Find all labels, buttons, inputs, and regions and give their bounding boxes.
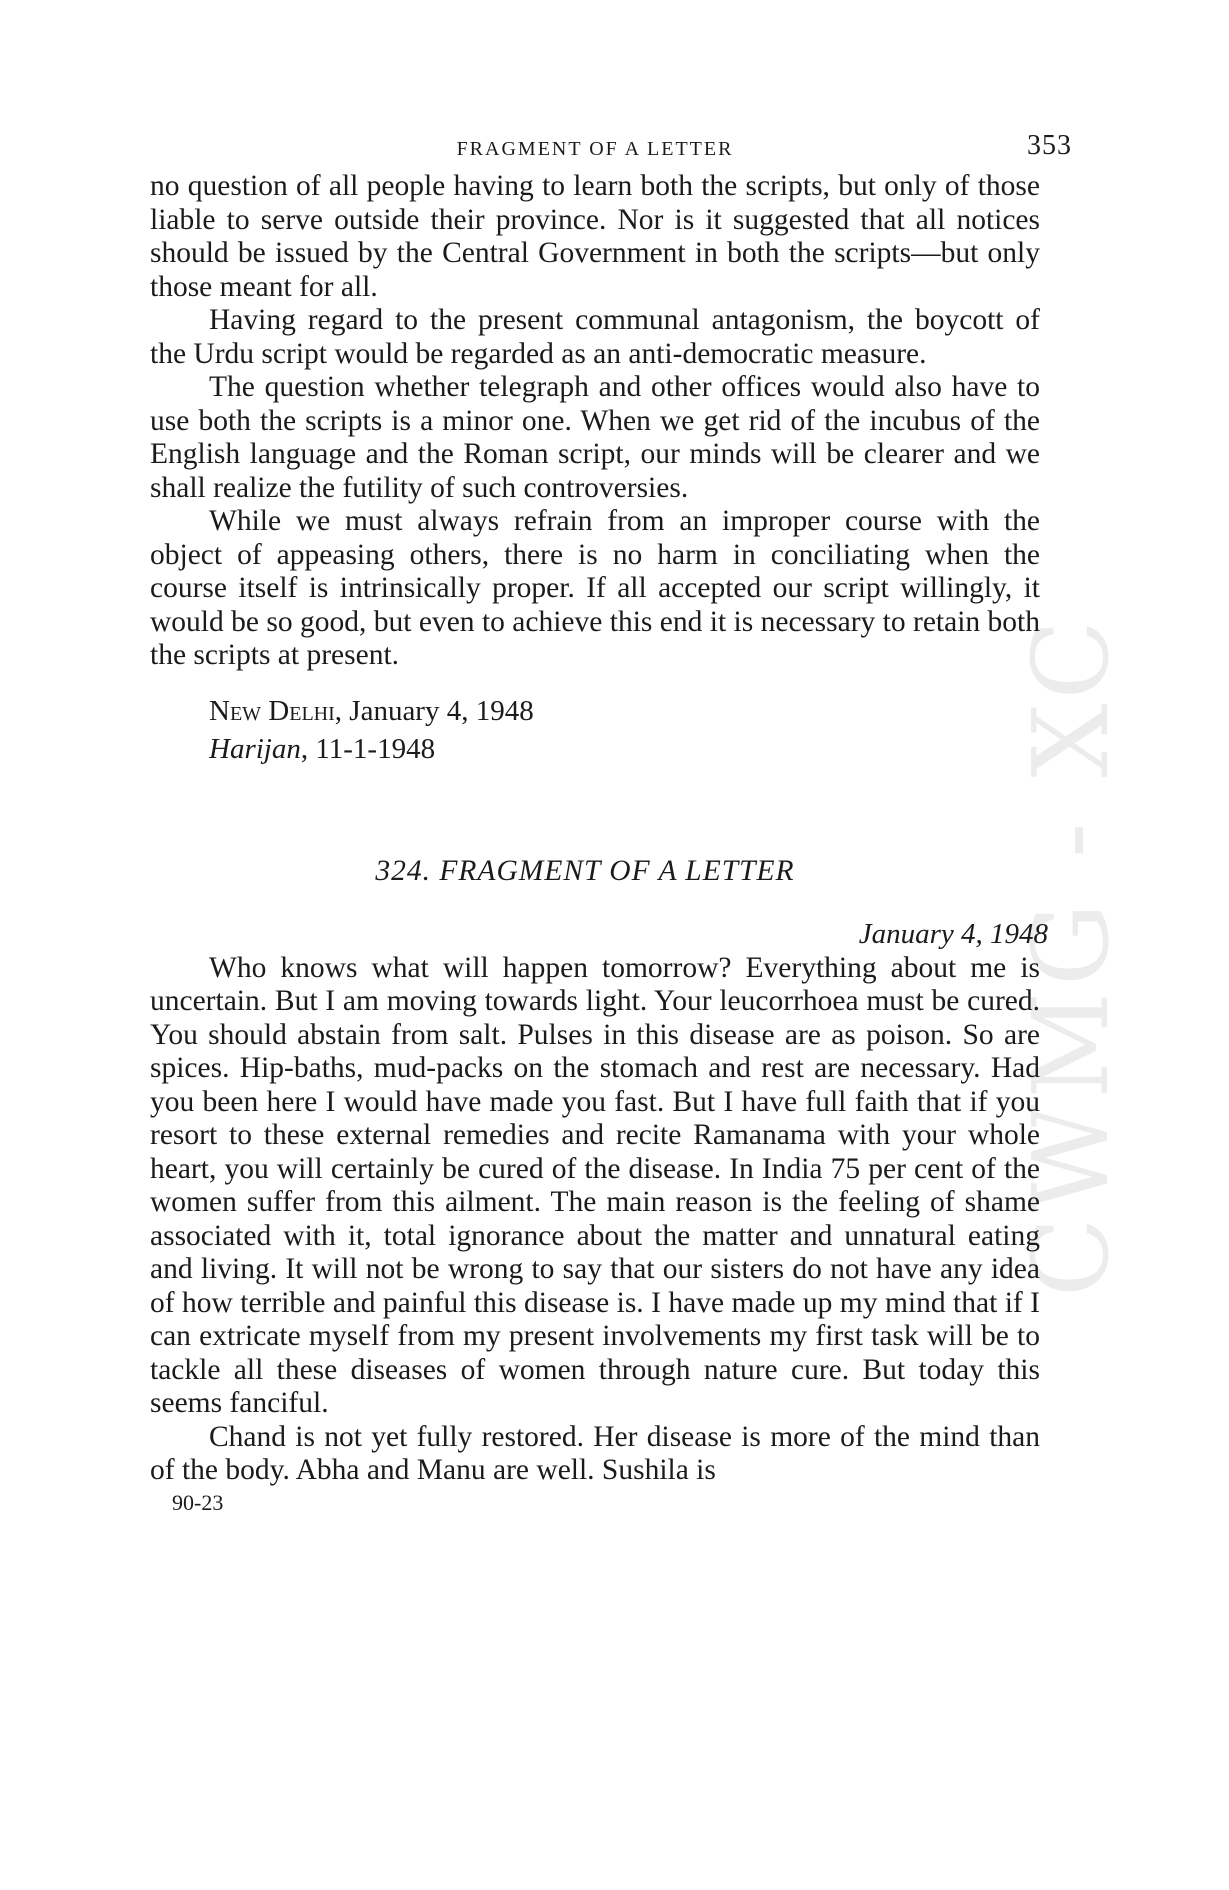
letter-paragraph: Chand is not yet fully restored. Her disease is more of the mind than of the body. Abha and Manu are well. Sushila is: [150, 1420, 1040, 1486]
running-title: FRAGMENT OF A LETTER: [456, 138, 734, 160]
paragraph: Having regard to the present communal antagonism, the boycott of the Urdu script would be regarded as an anti-democratic measure.: [150, 304, 1040, 370]
letter-date: January 4, 1948: [858, 917, 1048, 950]
source-date: , 11-1-1948: [300, 732, 436, 765]
source-name: Harijan: [209, 732, 301, 765]
document-title: 324. FRAGMENT OF A LETTER: [375, 854, 795, 887]
letter-paragraph: Who knows what will happen tomorrow? Everything about me is uncertain. But I am moving towards light. Your leucorrhoea must be cured. You should abstain from salt. Pulses in this disease are as poison. So are spices. Hip-baths, mud-packs on the stomach and rest are necessary. Had you been here I would have made you fast. But I have full faith that if you resort to these external remedies and recite Ramanama with your whole heart, you will certainly be cured of the disease. In India 75 per cent of the women suffer from this ailment. The main reason is the feeling of shame associated with it, total ignorance about the matter and unnatural eating and living. It will not be wrong to say that our sisters do not have any idea of how terrible and painful this disease is. I have made up my mind that if I can extricate myself from my present involvements my first task will be to tackle all these diseases of women through nature cure. But today this seems fanciful.: [150, 951, 1040, 1419]
dateline-date: , January 4, 1948: [334, 694, 534, 727]
page-number: 353: [1027, 130, 1072, 161]
source-citation: [150, 729, 1040, 769]
paragraph-continued: no question of all people having to learn both the scripts, but only of those liable to serve outside their province. Nor is it suggested that all notices should be issued by the Central Government in both the scripts—but only those meant for all.: [150, 170, 1040, 303]
folio-code: 90-23: [172, 1489, 224, 1515]
watermark: CWMG - XC: [1010, 613, 1132, 1297]
dateline-place: New Delhi: [209, 694, 335, 727]
paragraph: The question whether telegraph and other offices would also have to use both the scripts is a minor one. When we get rid of the incubus of the English language and the Roman script, our minds will be clearer and we shall realize the futility of such controversies.: [150, 371, 1040, 504]
paragraph: While we must always refrain from an improper course with the object of appeasing others, there is no harm in conciliating when the course itself is intrinsically proper. If all accepted our script willingly, it would be so good, but even to achieve this end it is necessary to retain both the scripts at present.: [150, 505, 1040, 671]
dateline: [150, 693, 1040, 729]
running-header: [150, 126, 1072, 170]
